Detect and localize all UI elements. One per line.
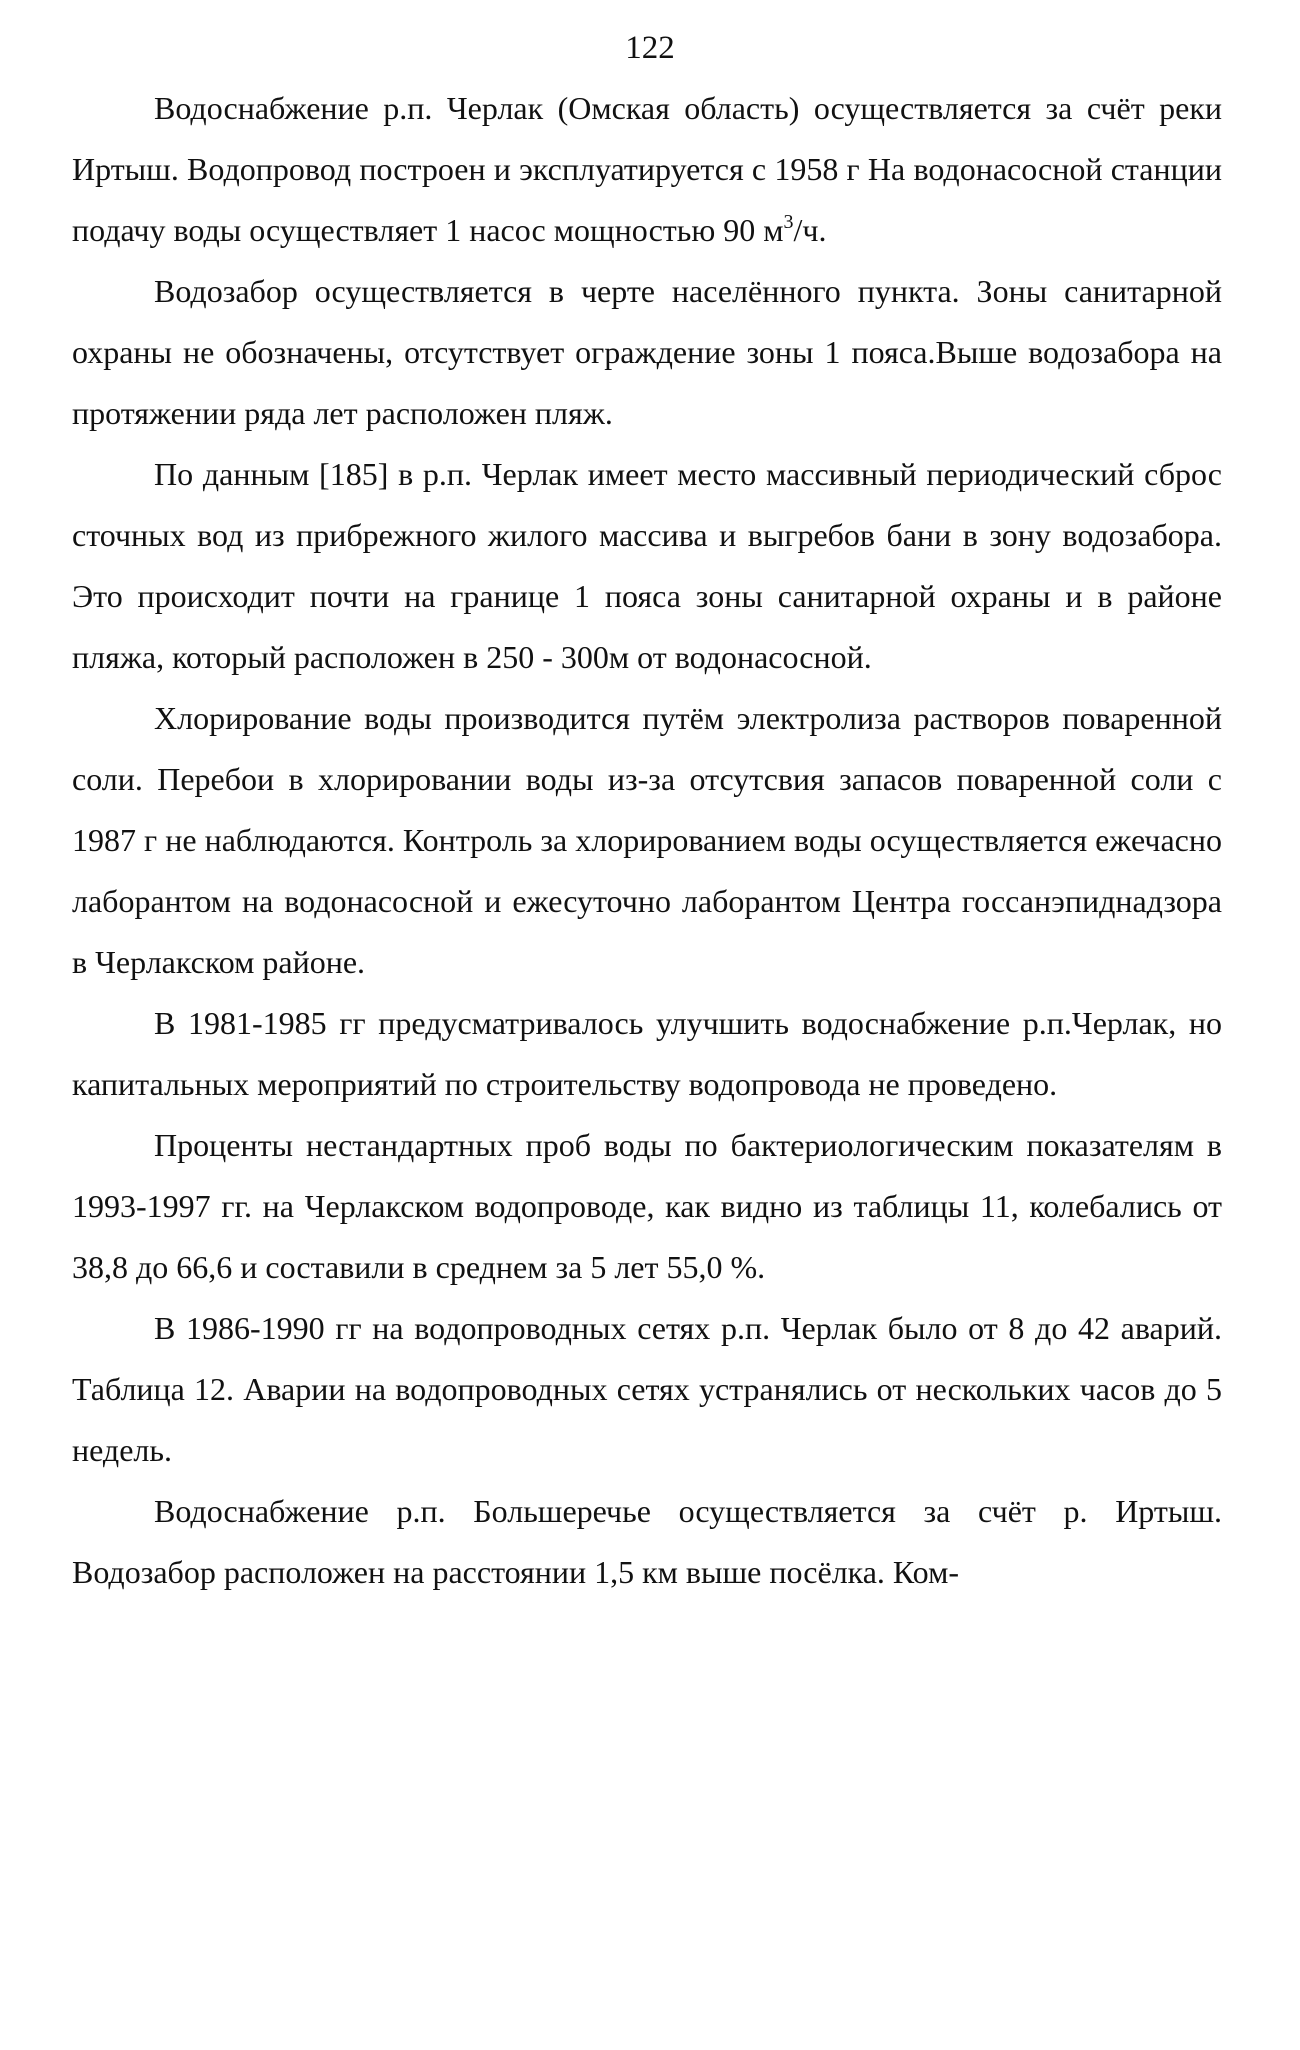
body-text <box>72 78 1222 1603</box>
paragraph-network-accidents: В 1986-1990 гг на водопроводных сетях р.п. Черлак было от 8 до 42 аварий. Таблица 12. Аварии на водопроводных сетях устранялись от нескольких часов до 5 недель. <box>72 1310 1222 1468</box>
paragraph-nonstandard-samples: Проценты нестандартных проб воды по бактериологическим показателям в 1993-1997 гг. на Черлакском водопроводе, как видно из таблицы 11, колебались от 38,8 до 66,6 и составили в среднем за 5 лет 55,0 %. <box>72 1127 1222 1285</box>
paragraph-sewage-discharge: По данным [185] в р.п. Черлак имеет место массивный периодический сброс сточных вод из прибрежного жилого массива и выгребов бани в зону водозабора. Это происходит почти на границе 1 пояса зоны санитарной охраны и в районе пляжа, который расположен в 250 - 300м от водонасосной. <box>72 456 1222 675</box>
paragraph-water-intake: Водозабор осуществляется в черте населённого пункта. Зоны санитарной охраны не обозначены, отсутствует ограждение зоны 1 пояса.Выше водозабора на протяжении ряда лет расположен пляж. <box>72 273 1222 431</box>
paragraph-chlorination: Хлорирование воды производится путём электролиза растворов поваренной соли. Перебои в хлорировании воды из-за отсутсвия запасов поваренной соли с 1987 г не наблюдаются. Контроль за хлорированием воды осуществляется ежечасно лаборантом на водонасосной и ежесуточно лаборантом Центра госсанэпиднадзора в Черлакском районе. <box>72 700 1222 980</box>
paragraph-planned-improvements: В 1981-1985 гг предусматривалось улучшить водоснабжение р.п.Черлак, но капитальных мероприятий по строительству водопровода не проведено. <box>72 1005 1222 1102</box>
paragraph-cherlak-water-supply <box>72 78 1222 261</box>
superscript-exponent: 3 <box>783 211 794 233</box>
paragraph-bolsherechye: Водоснабжение р.п. Большеречье осуществляется за счёт р. Иртыш. Водозабор расположен на расстоянии 1,5 км выше посёлка. Ком- <box>72 1493 1222 1590</box>
paragraph-text: /ч. <box>793 212 827 248</box>
paragraph-text: Водоснабжение р.п. Черлак (Омская область) осуществляется за счёт реки Иртыш. Водопровод построен и эксплуатируется с 1958 г На водонасосной станции подачу воды осуществляет 1 насос мощностью 90 м <box>72 90 1222 248</box>
page-number: 122 <box>625 30 675 66</box>
